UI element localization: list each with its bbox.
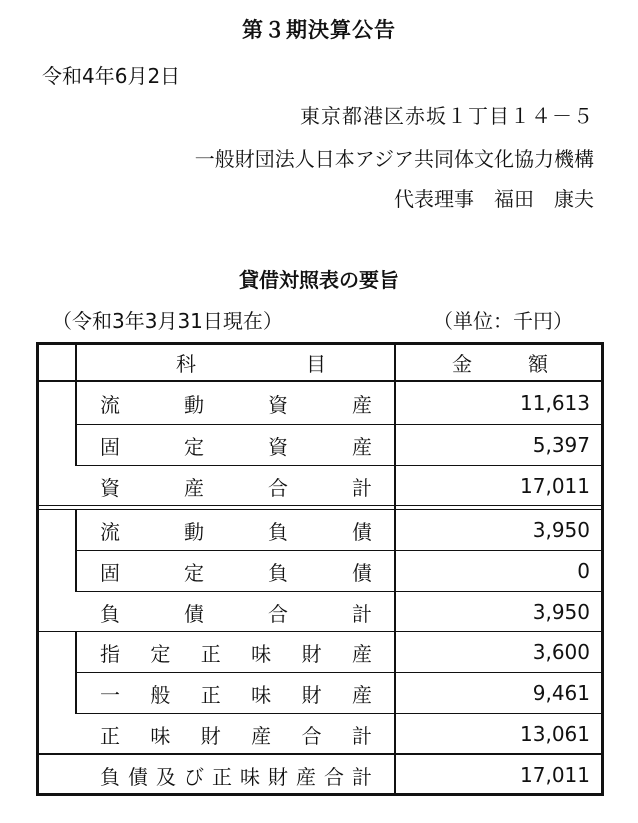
table-row-amount: 11,613 xyxy=(520,391,590,415)
label-char: 合 xyxy=(268,475,288,500)
label-char: 債 xyxy=(184,601,204,626)
table-border-left xyxy=(36,342,39,796)
label-char: 資 xyxy=(268,434,288,459)
label-char: 定 xyxy=(184,560,204,585)
table-row-amount: 0 xyxy=(577,559,590,583)
label-char: 動 xyxy=(184,519,204,544)
label-char: 産 xyxy=(184,475,204,500)
label-char: 負 xyxy=(268,519,288,544)
column-header-char: 金 xyxy=(452,351,472,376)
table-row-label xyxy=(100,466,372,506)
label-char: 味 xyxy=(251,641,272,666)
label-char: 味 xyxy=(251,682,272,707)
label-char: 固 xyxy=(100,434,120,459)
table-row-label xyxy=(100,383,372,423)
balance-sheet-title: 貸借対照表の要旨 xyxy=(239,268,399,292)
table-row-amount: 5,397 xyxy=(532,433,590,457)
label-char: 産 xyxy=(352,434,372,459)
label-char: 財 xyxy=(301,641,322,666)
label-char: 正 xyxy=(100,723,120,748)
label-char: 財 xyxy=(200,723,221,748)
column-header-item xyxy=(176,343,326,381)
label-char: 味 xyxy=(150,723,171,748)
label-char: 正 xyxy=(212,764,232,789)
label-char: 計 xyxy=(352,764,372,789)
label-char: 合 xyxy=(301,723,322,748)
table-row-amount: 13,061 xyxy=(520,722,590,746)
table-row-label xyxy=(100,510,372,550)
label-char: 計 xyxy=(351,723,372,748)
organization-address: 東京都港区赤坂１丁目１４－５ xyxy=(300,104,594,128)
group-divider-net-assets xyxy=(75,632,77,714)
label-char: 財 xyxy=(301,682,322,707)
table-row-label xyxy=(100,425,372,465)
label-char: 定 xyxy=(184,434,204,459)
label-char: 流 xyxy=(100,519,120,544)
table-row-amount: 17,011 xyxy=(520,474,590,498)
column-header-amount xyxy=(452,343,548,381)
label-char: 計 xyxy=(352,601,372,626)
table-row-label xyxy=(100,632,372,672)
label-char: 資 xyxy=(100,475,120,500)
label-char: び xyxy=(184,764,204,789)
label-char: 産 xyxy=(352,392,372,417)
label-char: 合 xyxy=(268,601,288,626)
table-row-amount: 3,950 xyxy=(532,600,590,624)
table-row-label xyxy=(100,673,372,713)
label-char: 債 xyxy=(128,764,148,789)
label-char: 指 xyxy=(100,641,120,666)
table-row-amount: 9,461 xyxy=(532,681,590,705)
group-divider-liabilities xyxy=(75,510,77,592)
label-char: 財 xyxy=(268,764,288,789)
label-char: 正 xyxy=(200,641,221,666)
table-row-label xyxy=(100,551,372,591)
table-row-label xyxy=(100,592,372,632)
label-char: 動 xyxy=(184,392,204,417)
label-char: 流 xyxy=(100,392,120,417)
column-header-char: 額 xyxy=(528,351,548,376)
label-char: 定 xyxy=(150,641,171,666)
table-row-label xyxy=(100,755,372,795)
notice-title: 第３期決算公告 xyxy=(242,18,396,42)
as-of-date: （令和3年3月31日現在） xyxy=(52,309,283,333)
label-char: 債 xyxy=(352,560,372,585)
label-char: 般 xyxy=(150,682,171,707)
label-char: 負 xyxy=(100,764,120,789)
label-char: 味 xyxy=(240,764,260,789)
label-char: 資 xyxy=(268,392,288,417)
table-row-label xyxy=(100,714,372,754)
table-border-right xyxy=(601,342,604,796)
label-char: 正 xyxy=(200,682,221,707)
label-char: 負 xyxy=(100,601,120,626)
label-char: 固 xyxy=(100,560,120,585)
label-char: 負 xyxy=(268,560,288,585)
label-char: 産 xyxy=(351,641,372,666)
group-divider-assets xyxy=(75,342,77,466)
organization-name: 一般財団法人日本アジア共同体文化協力機構 xyxy=(194,147,594,171)
label-char: 合 xyxy=(324,764,344,789)
balance-sheet-table xyxy=(36,342,604,796)
label-char: 計 xyxy=(352,475,372,500)
table-row-amount: 3,600 xyxy=(532,640,590,664)
label-char: 一 xyxy=(100,682,120,707)
label-char: 産 xyxy=(296,764,316,789)
table-row-amount: 17,011 xyxy=(520,763,590,787)
label-char: 債 xyxy=(352,519,372,544)
notice-date: 令和4年6月2日 xyxy=(42,64,181,88)
representative-name: 代表理事 福田 康夫 xyxy=(394,187,594,211)
label-char: 産 xyxy=(251,723,272,748)
label-char: 及 xyxy=(156,764,176,789)
unit-label: （単位：千円） xyxy=(433,309,573,333)
column-header-char: 科 xyxy=(176,351,196,376)
table-row-amount: 3,950 xyxy=(532,518,590,542)
column-header-char: 目 xyxy=(306,351,326,376)
label-char: 産 xyxy=(351,682,372,707)
